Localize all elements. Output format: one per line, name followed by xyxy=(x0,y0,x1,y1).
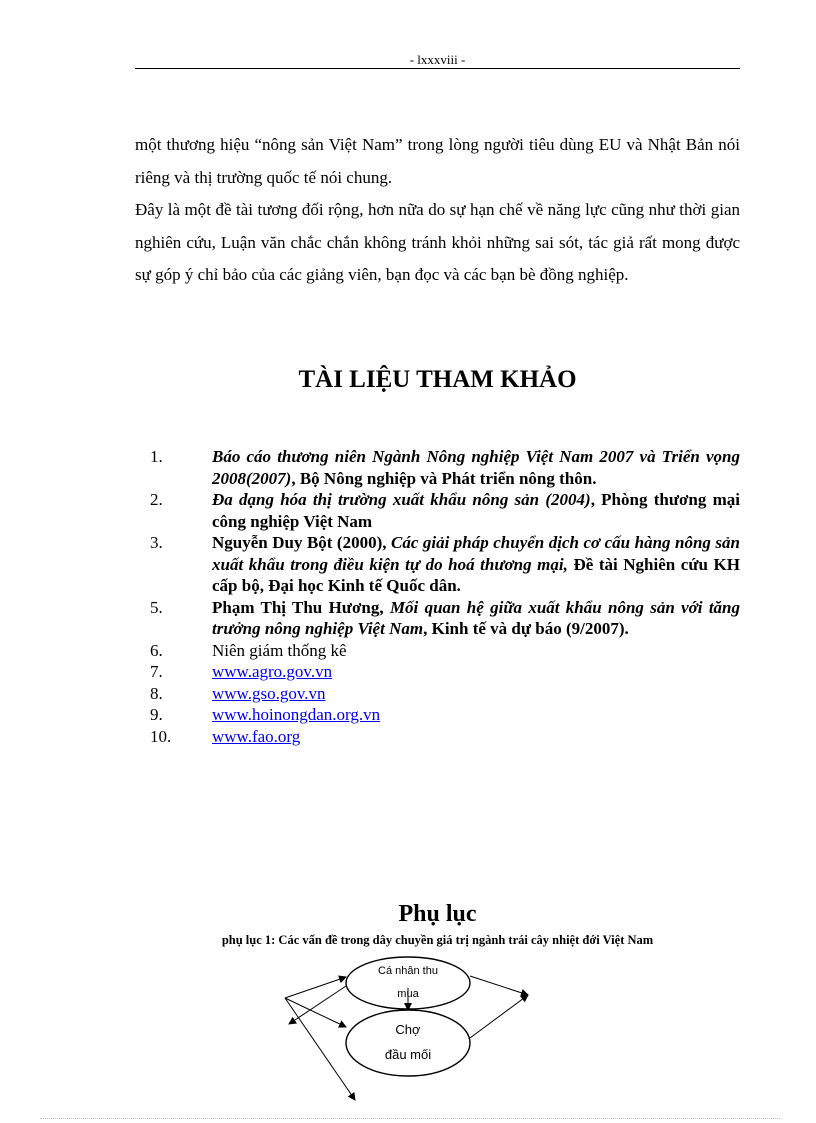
reference-title: Mối quan hệ giữa xuất khẩu nông sản với tăng trưởng nông nghiệp Việt Nam xyxy=(212,597,740,638)
body-paragraph-1: một thương hiệu “nông sản Việt Nam” trong lòng người tiêu dùng EU và Nhật Bản nói riêng và thị trường quốc tế nói chung. xyxy=(135,135,740,187)
reference-publisher: , Phòng thương mại công nghiệp Việt Nam xyxy=(212,490,740,531)
reference-number: 10. xyxy=(150,726,172,746)
page-number: - lxxxviii - xyxy=(409,52,466,67)
reference-author: Phạm Thị Thu Hương, xyxy=(212,597,390,617)
arrow-buyer-to-right xyxy=(470,976,528,995)
reference-number: 1. xyxy=(150,447,163,466)
reference-author: Nguyễn Duy Bột (2000), xyxy=(212,533,391,552)
reference-publisher: Đề tài Nghiên cứu KH cấp bộ, Đại học Kinh tế Quốc dân. xyxy=(212,554,741,595)
references-title: TÀI LIỆU THAM KHẢO xyxy=(298,366,577,393)
arrow-left-down xyxy=(285,998,355,1100)
reference-number: 2. xyxy=(150,490,163,509)
appendix-subtitle: phụ lục 1: Các vấn đề trong dây chuyền giá trị ngành trái cây nhiệt đới Việt Nam xyxy=(221,933,654,947)
reference-item xyxy=(150,640,740,662)
arrow-left-to-buyer xyxy=(285,977,346,998)
reference-title: Báo cáo thương niên Ngành Nông nghiệp Việt Nam 2007 và Triển vọng 2008(2007) xyxy=(212,447,740,488)
body-text xyxy=(135,129,740,292)
value-chain-diagram xyxy=(270,950,570,1110)
reference-link[interactable]: www.agro.gov.vn xyxy=(212,662,333,681)
node-label-wholesale-market-line2: đầu mối xyxy=(384,1047,432,1062)
reference-number: 8. xyxy=(150,683,163,703)
references-list xyxy=(150,446,740,747)
reference-text xyxy=(212,532,740,597)
arrow-left-to-market xyxy=(285,998,346,1027)
arrow-market-to-right xyxy=(470,995,528,1038)
node-label-wholesale-market-line1: Chợ xyxy=(395,1022,421,1037)
reference-title: Đa dạng hóa thị trường xuất khẩu nông sản (2004) xyxy=(212,490,591,509)
reference-item xyxy=(150,532,740,597)
reference-text xyxy=(212,597,740,640)
reference-number: 5. xyxy=(150,597,163,617)
body-paragraph-2: Đây là một đề tài tương đối rộng, hơn nữa do sự hạn chế về năng lực cũng như thời gian nghiên cứu, Luận văn chắc chắn không tránh khỏi những sai sót, tác giả rất mong được sự góp ý chỉ bảo của các giảng viên, bạn đọc và các bạn bè đồng nghiệp. xyxy=(135,200,740,284)
reference-number: 3. xyxy=(150,533,163,552)
reference-number: 7. xyxy=(150,662,163,681)
reference-text xyxy=(212,446,740,489)
page-bottom-border xyxy=(40,1118,780,1119)
reference-title: Các giải pháp chuyển dịch cơ cấu hàng nông sản xuất khẩu trong điều kiện tự do hoá thương mại, xyxy=(212,533,740,574)
reference-item xyxy=(150,446,740,489)
reference-item xyxy=(150,726,740,748)
reference-publisher: , Bộ Nông nghiệp và Phát triển nông thôn. xyxy=(291,468,597,488)
reference-text xyxy=(212,489,740,532)
reference-item xyxy=(150,489,740,532)
reference-link[interactable]: www.fao.org xyxy=(212,726,301,746)
reference-link[interactable]: www.gso.gov.vn xyxy=(212,683,326,703)
header-rule xyxy=(135,68,740,69)
reference-item xyxy=(150,597,740,640)
node-label-individual-buyer-line1: Cá nhân thu xyxy=(378,965,438,977)
reference-text: Niên giám thống kê xyxy=(212,640,347,660)
reference-item xyxy=(150,704,740,726)
arrow-buyer-to-left xyxy=(289,986,346,1024)
reference-number: 9. xyxy=(150,705,163,724)
reference-item xyxy=(150,683,740,705)
reference-link[interactable]: www.hoinongdan.org.vn xyxy=(212,705,381,724)
appendix-title: Phụ lục xyxy=(398,901,477,927)
node-label-individual-buyer-line2: mua xyxy=(397,988,419,1000)
reference-number: 6. xyxy=(150,640,163,660)
reference-item xyxy=(150,661,740,683)
reference-publisher: , Kinh tế và dự báo (9/2007). xyxy=(423,619,629,638)
